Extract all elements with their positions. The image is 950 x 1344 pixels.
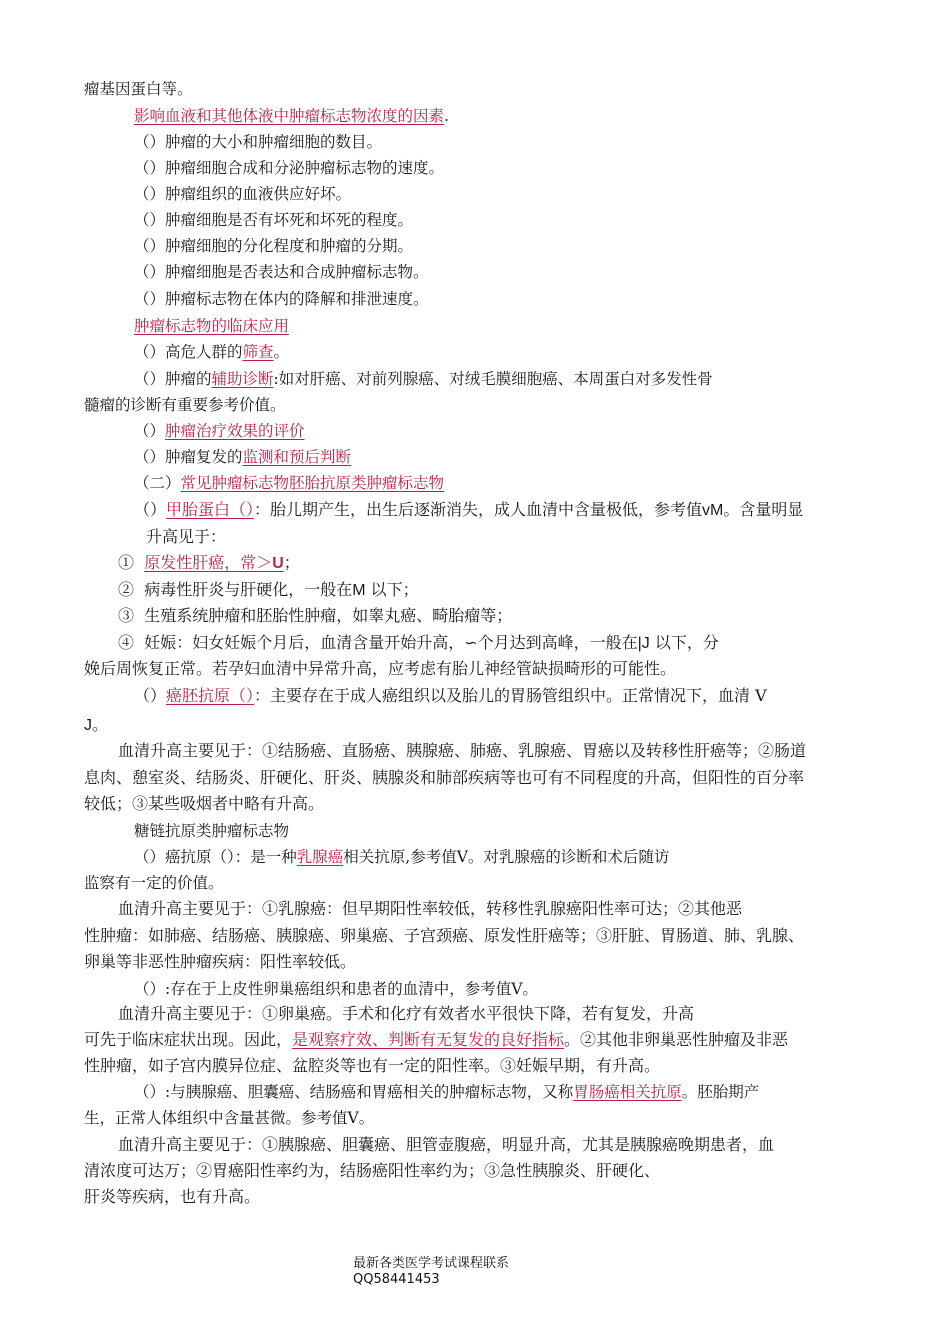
highlight-link[interactable]: 癌胚抗原（） (166, 686, 255, 705)
text-line: 较低；③某些吸烟者中略有升高。 (84, 794, 325, 813)
text: 病毒性肝炎与肝硬化，一般在 (144, 580, 353, 599)
text: 生殖系统肿瘤和胚胎性肿瘤，如睾丸癌、畸胎瘤等； (144, 606, 513, 625)
text-line: 卵巢等非恶性肿瘤疾病：阳性率较低。 (84, 952, 357, 971)
text: 。②其他非卵巢恶性肿瘤及非恶 (564, 1030, 789, 1049)
list-item (134, 342, 289, 362)
text-line: J。 (84, 717, 109, 734)
text-line: 清浓度可达万；②胃癌阳性率约为，结肠癌阳性率约为；③急性胰腺炎、肝硬化、 (84, 1161, 661, 1180)
text-line: 监察有一定的价值。 (84, 874, 224, 892)
text-line: 性肿瘤：如肺癌、结肠癌、胰腺癌、卵巢癌、子宫颈癌、原发性肝癌等；③肝脏、胃肠道、肺、乳腺、 (84, 926, 805, 945)
text: ：主要存在于成人癌组织以及胎儿的胃肠管组织中。正常情况下，血清 (254, 686, 751, 705)
text: V (755, 686, 767, 705)
list-item: （）肿瘤组织的血液供应好坏。 (134, 185, 352, 203)
text-line: 瘤基因蛋白等。 (84, 80, 193, 98)
text: 相关抗原,参考值V。对乳腺癌的诊断和术后随访 (343, 848, 670, 866)
text: |J (637, 635, 650, 652)
text: （）:与胰腺癌、胆囊癌、结肠癌和胃癌相关的肿瘤标志物，又称 (134, 1083, 574, 1101)
list-item: （）肿瘤细胞是否表达和合成肿瘤标志物。 (134, 263, 429, 281)
text: 可先于临床症状出现。因此， (84, 1030, 293, 1049)
highlight-link[interactable]: 是观察疗效、判断有无复发的良好指标 (292, 1030, 565, 1049)
text: 以下，分 (654, 633, 719, 652)
section-heading (134, 106, 449, 126)
list-item (118, 633, 719, 654)
text-line: 娩后周恢复正常。若孕妇血清中异常升高，应考虑有胎儿神经管缺损畸形的可能性。 (84, 659, 677, 678)
section-heading: 糖链抗原类肿瘤标志物 (134, 822, 290, 840)
footer-qq: QQ58441453 (353, 1272, 440, 1287)
text: （） (134, 500, 167, 519)
paragraph-line (134, 847, 669, 867)
list-item: （）肿瘤细胞的分化程度和肿瘤的分期。 (134, 237, 414, 255)
text: vM (702, 502, 724, 519)
list-item: （）肿瘤标志物在体内的降解和排泄速度。 (134, 290, 429, 308)
text: 妊娠：妇女妊娠个月后，血清含量开始升高， (144, 633, 465, 652)
text-line: 血清升高主要见于：①结肠癌、直肠癌、胰腺癌、肺癌、乳腺癌、胃癌以及转移性肝癌等；②肠道 (118, 741, 807, 760)
list-item (118, 580, 419, 601)
heading-link[interactable]: 影响血液和其他体液中肿瘤标志物浓度的因素 (134, 107, 445, 125)
paragraph-line: （）:存在于上皮性卵巢癌组织和患者的血清中，参考值V。 (134, 980, 538, 998)
list-item (134, 421, 305, 441)
text-line: 生，正常人体组织中含量甚微。参考值V。 (84, 1109, 375, 1127)
text: U (272, 555, 284, 572)
marker: ② (118, 580, 135, 599)
text: 个月达到高峰，一般在 (477, 633, 638, 652)
text: ； (283, 553, 300, 572)
marker: ③ (118, 606, 135, 625)
highlight-link[interactable]: 辅助诊断 (211, 370, 274, 388)
section-heading (134, 473, 444, 493)
text: 原发性肝癌，常＞ (144, 553, 273, 572)
text-line: 血清升高主要见于：①乳腺癌：但早期阳性率较低，转移性乳腺癌阳性率可达；②其他恶 (118, 899, 743, 918)
text: （）癌抗原（）：是一种 (134, 848, 297, 866)
text: （）肿瘤复发的 (134, 448, 243, 466)
text: （）高危人群的 (134, 343, 243, 361)
text-line: 性肿瘤，如子宫内膜异位症、盆腔炎等也有一定的阳性率。③妊娠早期，有升高。 (84, 1056, 661, 1075)
marker: ① (118, 553, 135, 572)
text-line: 髓瘤的诊断有重要参考价值。 (84, 396, 286, 414)
text: 。 (273, 343, 290, 361)
footer-contact: 最新各类医学考试课程联系 (353, 1256, 510, 1271)
text-line: 升高见于： (146, 527, 227, 546)
text: （） (134, 422, 166, 440)
text: 。含量明显 (723, 500, 804, 519)
highlight-link[interactable] (144, 553, 284, 572)
text-line: 肝炎等疾病，也有升高。 (84, 1187, 261, 1206)
heading-link[interactable]: 肿瘤标志物的临床应用 (134, 317, 290, 335)
list-item (118, 553, 300, 574)
list-item: （）肿瘤的大小和肿瘤细胞的数目。 (134, 133, 383, 151)
text: （二） (134, 474, 181, 492)
heading-link[interactable]: 常见肿瘤标志物胚胎抗原类肿瘤标志物 (180, 474, 445, 492)
list-item (134, 447, 351, 467)
text: 。胚胎期产 (681, 1083, 760, 1101)
paragraph-line (134, 1082, 759, 1102)
marker: ④ (118, 633, 135, 652)
paragraph-line (134, 686, 767, 706)
text: ∽ (464, 633, 478, 652)
text-line: 血清升高主要见于：①卵巢癌。手术和化疗有效者水平很快下降，若有复发，升高 (118, 1004, 695, 1023)
text: （） (134, 686, 167, 705)
list-item (118, 606, 512, 626)
highlight-link[interactable]: 胃肠癌相关抗原 (573, 1083, 682, 1101)
highlight-link[interactable]: 筛查 (242, 343, 274, 361)
section-heading (134, 316, 289, 336)
punct: . (444, 107, 449, 125)
text: :如对肝癌、对前列腺癌、对绒毛膜细胞癌、本周蛋白对多发性骨 (273, 370, 713, 388)
highlight-link[interactable]: 甲胎蛋白（） (166, 500, 255, 519)
list-item: （）肿瘤细胞合成和分泌肿瘤标志物的速度。 (134, 159, 445, 177)
highlight-link[interactable]: 乳腺癌 (296, 848, 344, 866)
text-line: 血清升高主要见于：①胰腺癌、胆囊癌、胆管壶腹癌，明显升高，尤其是胰腺癌晚期患者，血 (118, 1135, 775, 1154)
text-line (84, 1030, 788, 1050)
list-item (134, 369, 713, 389)
highlight-link[interactable]: 肿瘤治疗效果的评价 (165, 422, 305, 440)
list-item: （）肿瘤细胞是否有坏死和坏死的程度。 (134, 211, 414, 229)
text-line: 息肉、憩室炎、结肠炎、肝硬化、肝炎、胰腺炎和肺部疾病等也可有不同程度的升高，但阳性的百分率 (84, 768, 805, 787)
text: ：胎儿期产生，出生后逐渐消失，成人血清中含量极低，参考值 (254, 500, 703, 519)
text: 以下； (370, 580, 419, 599)
highlight-link[interactable]: 监测和预后判断 (242, 448, 352, 466)
paragraph-line (134, 500, 803, 521)
text: （）肿瘤的 (134, 370, 212, 388)
text: M (352, 582, 366, 599)
